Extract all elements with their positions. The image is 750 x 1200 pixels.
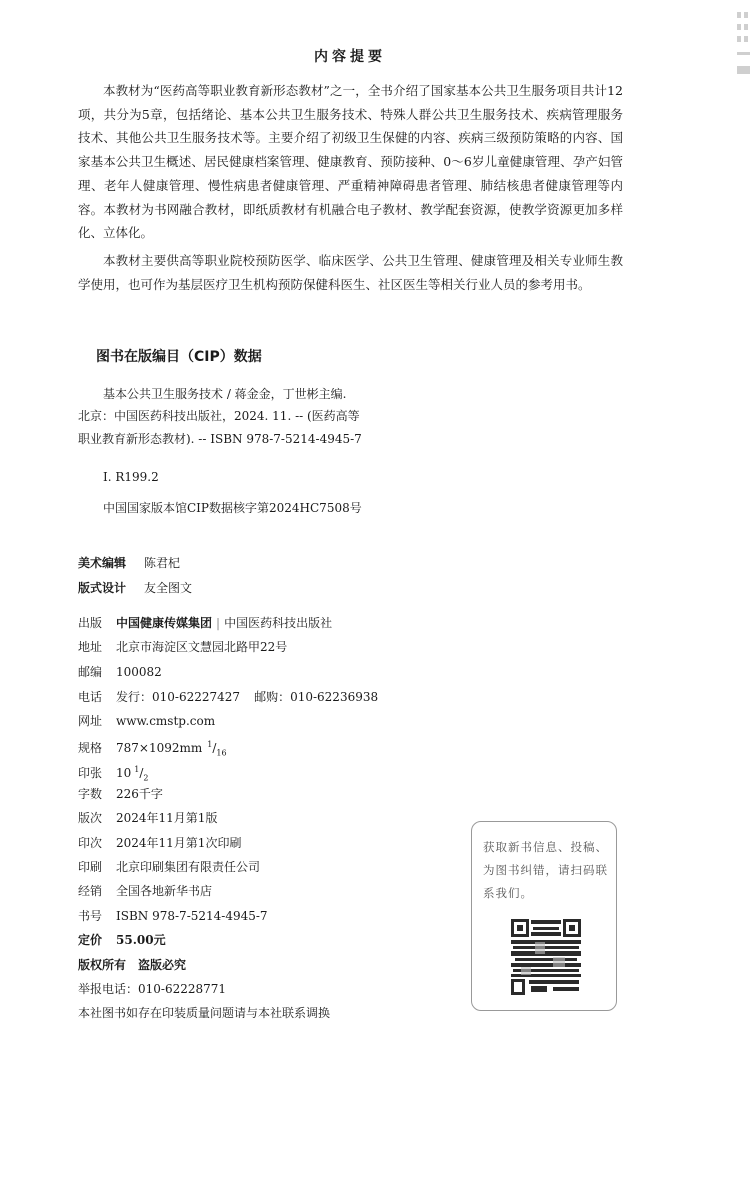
publisher-row — [78, 611, 332, 635]
cip-line: 基本公共卫生服务技术 / 蒋金金，丁世彬主编. — [103, 387, 347, 401]
qr-instruction-text: 获取新书信息、投稿、为图书纠错，请扫码联系我们。 — [483, 840, 608, 900]
publisher-label: 出版 — [78, 616, 103, 630]
cip-record-number: 中国国家版本馆CIP数据核字第2024HC7508号 — [103, 501, 362, 515]
qr-code-icon[interactable] — [509, 917, 583, 999]
price-value: 55.00元 — [116, 933, 166, 947]
format-fraction-numerator: 1 — [207, 740, 213, 749]
quality-notice: 本社图书如存在印装质量问题请与本社联系调换 — [78, 1006, 331, 1020]
printer-row — [78, 855, 260, 879]
distributor-label: 经销 — [78, 884, 103, 898]
sheets-fraction: $^1/_2$ — [134, 765, 149, 783]
price-row — [78, 928, 166, 952]
cip-line: 北京：中国医药科技出版社，2024. 11. -- (医药高等 — [78, 409, 360, 423]
address-row — [78, 635, 287, 659]
printing-label: 印次 — [78, 836, 103, 850]
postcode-value: 100082 — [116, 665, 162, 679]
copyright-notice: 版权所有 盗版必究 — [78, 958, 187, 972]
isbn-row — [78, 904, 268, 928]
art-editor-row — [78, 554, 180, 571]
phone-mail-label: 邮购： — [254, 690, 291, 704]
printer-label: 印刷 — [78, 860, 103, 874]
publisher-name: 中国医药科技出版社 — [224, 616, 333, 630]
summary-paragraph-1: 本教材为“医药高等职业教育新形态教材”之一，全书介绍了国家基本公共卫生服务项目共计12项，共分为5章，包括绪论、基本公共卫生服务技术、特殊人群公共卫生服务技术、疾病管理服务技术、其他公共卫生服务技术等。主要介绍了初级卫生保健的内容、疾病三级预防策略的内容、国家基本公共卫生概述、居民健康档案管理、健康教育、预防接种、0～6岁儿童健康管理、孕产妇管理、老年人健康管理、慢性病患者健康管理、严重精神障碍患者管理、肺结核患者健康管理等内容。本教材为书网融合教材，即纸质教材有机融合电子教材、教学配套资源，使教学资源更加多样化、立体化。 — [78, 83, 623, 241]
cip-line: 职业教育新形态教材). -- ISBN 978-7-5214-4945-7 — [78, 432, 362, 446]
publisher-group: 中国健康传媒集团 — [116, 616, 213, 630]
printing-row — [78, 831, 241, 855]
postcode-row — [78, 660, 162, 684]
printing-value: 2024年11月第1次印刷 — [116, 836, 242, 850]
format-value: 787×1092mm — [116, 741, 203, 755]
layout-design-row — [78, 579, 192, 596]
distributor-row — [78, 879, 212, 903]
edition-label: 版次 — [78, 811, 103, 825]
edition-value: 2024年11月第1版 — [116, 811, 218, 825]
cip-heading: 图书在版编目（CIP）数据 — [96, 349, 262, 365]
words-row — [78, 782, 163, 806]
publisher-separator: | — [216, 616, 221, 630]
cip-classification: Ⅰ. R199.2 — [103, 470, 159, 484]
sheets-fraction-denominator: 2 — [143, 773, 149, 783]
address-label: 地址 — [78, 640, 103, 654]
price-label: 定价 — [78, 933, 103, 947]
layout-design-label: 版式设计 — [78, 581, 127, 595]
phone-issue-value: 010-62227427 — [152, 690, 241, 704]
website-label: 网址 — [78, 714, 103, 728]
address-value: 北京市海淀区文慧园北路甲22号 — [116, 640, 288, 654]
website-row — [78, 709, 215, 733]
phone-mail-value: 010-62236938 — [290, 690, 379, 704]
format-fraction: $^1/_{16}$ — [207, 740, 227, 758]
isbn-label: 书号 — [78, 909, 103, 923]
printer-value: 北京印刷集团有限责任公司 — [116, 860, 261, 874]
sheets-row — [78, 758, 149, 782]
phone-issue-label: 发行： — [116, 690, 153, 704]
words-label: 字数 — [78, 787, 103, 801]
postcode-label: 邮编 — [78, 665, 103, 679]
website-value: www.cmstp.com — [116, 714, 216, 728]
summary-paragraph-2: 本教材主要供高等职业院校预防医学、临床医学、公共卫生管理、健康管理及相关专业师生教学使用，也可作为基层医疗卫生机构预防保健科医生、社区医生等相关行业人员的参考用书。 — [78, 253, 623, 292]
summary-title: 内容提要 — [314, 49, 386, 65]
layout-design-value: 友全图文 — [144, 581, 193, 595]
format-fraction-denominator: 16 — [216, 748, 227, 758]
format-row — [78, 733, 227, 757]
phone-row — [78, 685, 378, 709]
report-phone: 举报电话：010-62228771 — [78, 982, 227, 996]
sheets-label: 印张 — [78, 766, 103, 780]
format-label: 规格 — [78, 741, 103, 755]
distributor-value: 全国各地新华书店 — [116, 884, 213, 898]
art-editor-value: 陈君杞 — [144, 556, 181, 570]
phone-label: 电话 — [78, 690, 103, 704]
sheets-fraction-numerator: 1 — [134, 765, 140, 774]
isbn-value: ISBN 978-7-5214-4945-7 — [116, 909, 268, 923]
words-value: 226千字 — [116, 787, 163, 801]
sheets-whole: 10 — [116, 766, 132, 780]
art-editor-label: 美术编辑 — [78, 556, 127, 570]
edition-row — [78, 806, 217, 830]
